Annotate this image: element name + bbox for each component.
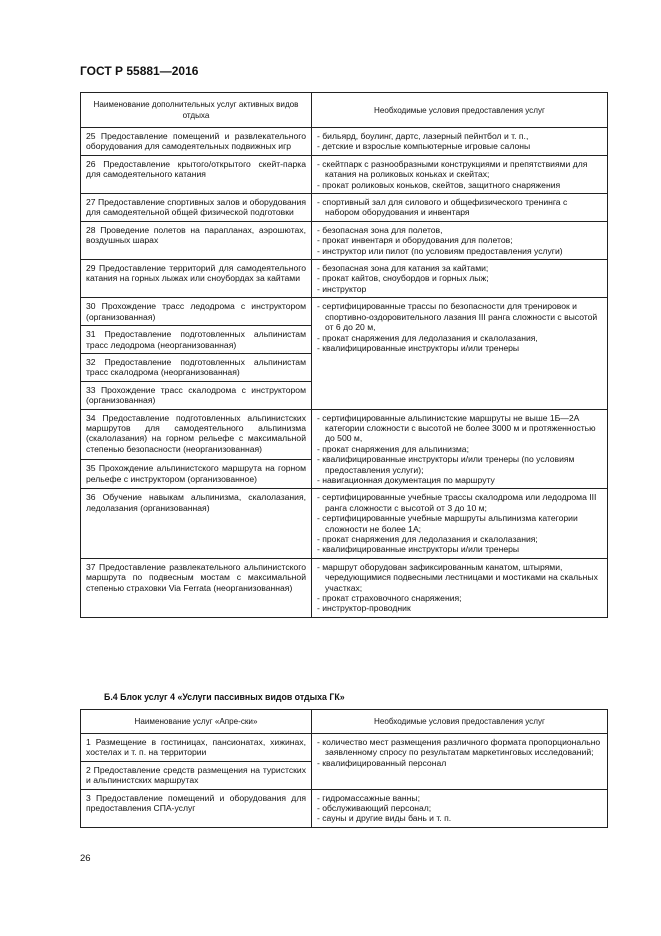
- condition-item: - прокат страховочного снаряжения;: [317, 593, 462, 604]
- condition-item: - инструктор: [317, 283, 367, 294]
- condition-item: - сертифицированные альпинистские маршруты не выше 1Б—2А категории сложности с высотой не более 3000 м и протяженностью до 500 м,: [317, 412, 596, 444]
- condition-item: - гидромассажные ванны;: [317, 792, 420, 803]
- condition-item: - прокат роликовых коньков, скейтов, защитного снаряжения: [317, 179, 561, 190]
- condition-item: - бильярд, боулинг, дартс, лазерный пейнтбол и т. п.,: [317, 131, 529, 141]
- service-name: 36 Обучение навыкам альпинизма, скалолазания, ледолазания (организованная): [81, 489, 312, 558]
- service-conditions-group: [312, 734, 608, 790]
- table-row: [81, 128, 608, 156]
- condition-item: - сертифицированные учебные маршруты альпинизма категории сложности не более 1А;: [317, 513, 578, 534]
- condition-item: - инструктор-проводник: [317, 603, 411, 614]
- condition-item: - квалифицированные инструкторы и/или тренеры: [317, 342, 520, 353]
- service-name: 25 Предоставление помещений и развлекательного оборудования для самодеятельных подвижных игр: [81, 128, 312, 156]
- condition-item: - прокат кайтов, сноубордов и горных лыж;: [317, 273, 489, 284]
- service-name: 27 Предоставление спортивных залов и оборудования для самодеятельной общей физической подготовки: [81, 194, 312, 222]
- service-conditions: [312, 489, 608, 558]
- condition-item: - безопасная зона для катания за кайтами;: [317, 263, 489, 274]
- service-conditions-group: [312, 409, 608, 489]
- condition-item: - прокат инвентаря и оборудования для полетов;: [317, 235, 513, 246]
- condition-item: - сертифицированные трассы по безопасности для тренировок и спортивно-оздоровительного лазания III ранга сложности с высотой от 6 до 20 м,: [317, 301, 598, 333]
- condition-item: - сертифицированные учебные трассы скалодрома или ледодрома III ранга сложности с высотой от 3 до 10 м;: [317, 492, 597, 513]
- condition-item: - квалифицированные инструкторы и/или тренеры (по условиям предоставления услуги);: [317, 454, 575, 475]
- section-title: Б.4 Блок услуг 4 «Услуги пассивных видов отдыха ГК»: [104, 692, 345, 702]
- condition-item: - безопасная зона для полетов,: [317, 224, 443, 235]
- condition-item: - сауны и другие виды бань и т. п.: [317, 813, 452, 824]
- page-number: 26: [80, 853, 91, 864]
- table-row: [81, 734, 608, 762]
- table-row: [81, 558, 608, 617]
- condition-item: - скейтпарк с разнообразными конструкциями и препятствиями для катания на роликовых коньках и скейтах;: [317, 158, 588, 180]
- services-table-apres-ski: [80, 709, 608, 828]
- condition-item: - спортивный зал для силового и общефизического тренинга с набором оборудования и инвентаря: [317, 197, 568, 218]
- table-row: [81, 789, 608, 827]
- condition-item: - инструктор или пилот (по условиям предоставления услуги): [317, 245, 563, 256]
- service-name: 1 Размещение в гостиницах, пансионатах, хижинах, хостелах и т. п. на территории: [81, 734, 312, 762]
- service-name: 28 Проведение полетов на парапланах, аэрошютах, воздушных шарах: [81, 221, 312, 259]
- column-header-conditions: Необходимые условия предоставления услуг: [312, 93, 608, 128]
- table-row: [81, 409, 608, 460]
- service-name: 33 Прохождение трасс скалодрома с инструктором (организованная): [81, 381, 312, 409]
- service-name: 37 Предоставление развлекательного альпинистского маршрута по подвесным мостам с максимальной степенью страховки Via Ferrata (неорганизованная): [81, 558, 312, 617]
- column-header-services: Наименование дополнительных услуг активных видов отдыха: [81, 93, 312, 128]
- table-row: [81, 221, 608, 259]
- table-row: [81, 298, 608, 326]
- service-name: 2 Предоставление средств размещения на туристских и альпинистских маршрутах: [81, 761, 312, 789]
- table-row: [81, 155, 608, 193]
- table-row: [81, 260, 608, 298]
- table-header-row: [81, 93, 608, 128]
- service-conditions-group: [312, 298, 608, 409]
- service-name: 26 Предоставление крытого/открытого скейт-парка для самодеятельного катания: [81, 155, 312, 193]
- table-row: [81, 194, 608, 222]
- service-conditions: [312, 128, 608, 156]
- condition-item: - прокат снаряжения для альпинизма;: [317, 443, 469, 454]
- service-name: 32 Предоставление подготовленных альпинистам трасс скалодрома (неорганизованная): [81, 353, 312, 381]
- service-conditions: [312, 194, 608, 222]
- condition-item: - обслуживающий персонал;: [317, 803, 432, 814]
- service-name: 31 Предоставление подготовленных альпинистам трасс ледодрома (неорганизованная): [81, 326, 312, 354]
- column-header-conditions: Необходимые условия предоставления услуг: [312, 710, 608, 734]
- page-title: ГОСТ Р 55881—2016: [80, 64, 199, 78]
- service-conditions: [312, 221, 608, 259]
- column-header-services: Наименование услуг «Апре-ски»: [81, 710, 312, 734]
- services-table-active: [80, 92, 608, 618]
- service-conditions: [312, 260, 608, 298]
- service-name: 29 Предоставление территорий для самодеятельного катания на горных лыжах или сноубордах за кайтами: [81, 260, 312, 298]
- condition-item: - прокат снаряжения для ледолазания и скалолазания,: [317, 332, 538, 343]
- service-name: 34 Предоставление подготовленных альпинистских маршрутов для самодеятельного альпинизма (скалолазания) на горном рельефе с максимальной степенью безопасности (неорганизованная): [81, 409, 312, 460]
- service-name: 3 Предоставление помещений и оборудования для предоставления СПА-услуг: [81, 789, 312, 827]
- condition-item: - детские и взрослые компьютерные игровые салоны: [317, 141, 531, 152]
- condition-item: - навигационная документация по маршруту: [317, 474, 495, 485]
- service-conditions: [312, 155, 608, 193]
- service-name: 35 Прохождение альпинистского маршрута на горном рельефе с инструктором (организованное): [81, 460, 312, 489]
- condition-item: - количество мест размещения различного формата пропорционально заявленному спросу по результатам маркетинговых исследований;: [317, 737, 601, 758]
- table-row: [81, 489, 608, 558]
- service-conditions: [312, 789, 608, 827]
- table-header-row: [81, 710, 608, 734]
- service-name: 30 Прохождение трасс ледодрома с инструктором (организованная): [81, 298, 312, 326]
- condition-item: - прокат снаряжения для ледолазания и скалолазания;: [317, 534, 538, 544]
- condition-item: - квалифицированные инструкторы и/или тренеры: [317, 544, 520, 555]
- service-conditions: [312, 558, 608, 617]
- condition-item: - маршрут оборудован зафиксированным канатом, штырями, чередующимися подвесными лестницами и мостиками на скальных участках;: [317, 561, 598, 593]
- condition-item: - квалифицированный персонал: [317, 757, 447, 768]
